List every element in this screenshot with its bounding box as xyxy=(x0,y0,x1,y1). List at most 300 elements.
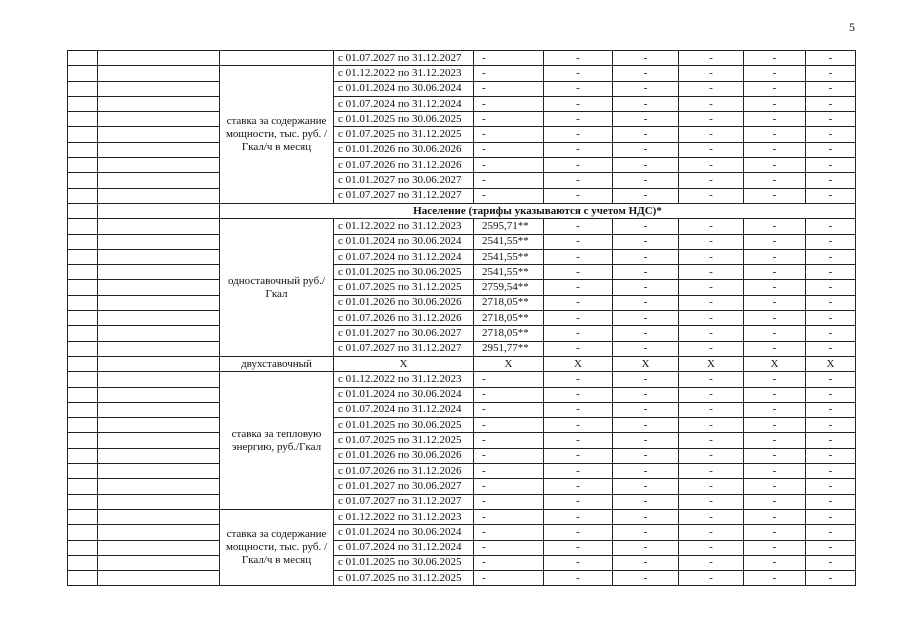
value-cell: - xyxy=(613,341,679,356)
blank-cell xyxy=(98,173,220,188)
value-cell: - xyxy=(806,479,856,494)
blank-cell xyxy=(98,142,220,157)
value-cell: - xyxy=(544,464,613,479)
period-cell: с 01.07.2027 по 31.12.2027 xyxy=(334,51,474,66)
value-cell: - xyxy=(679,571,744,586)
value-cell: X xyxy=(679,356,744,371)
value-cell: - xyxy=(613,112,679,127)
period-cell: с 01.07.2024 по 31.12.2024 xyxy=(334,540,474,555)
value-cell: - xyxy=(544,387,613,402)
value-cell: - xyxy=(474,127,544,142)
period-cell: с 01.07.2027 по 31.12.2027 xyxy=(334,188,474,203)
value-cell: 2541,55** xyxy=(474,234,544,249)
value-cell: - xyxy=(544,402,613,417)
blank-cell xyxy=(98,418,220,433)
table-row xyxy=(68,112,856,127)
blank-cell xyxy=(98,311,220,326)
row-number-cell xyxy=(68,219,98,234)
value-cell: - xyxy=(744,173,806,188)
value-cell: - xyxy=(806,234,856,249)
value-cell: - xyxy=(744,540,806,555)
value-cell: - xyxy=(679,509,744,524)
value-cell: - xyxy=(744,112,806,127)
value-cell: - xyxy=(474,51,544,66)
value-cell: X xyxy=(613,356,679,371)
value-cell: - xyxy=(474,372,544,387)
value-cell: - xyxy=(613,418,679,433)
table-row xyxy=(68,127,856,142)
value-cell: - xyxy=(806,142,856,157)
value-cell: - xyxy=(679,525,744,540)
section-row xyxy=(68,203,856,218)
value-cell: - xyxy=(806,265,856,280)
row-number-cell xyxy=(68,525,98,540)
value-cell: - xyxy=(679,494,744,509)
value-cell: - xyxy=(679,311,744,326)
blank-cell xyxy=(98,464,220,479)
table-row xyxy=(68,280,856,295)
table-row xyxy=(68,555,856,570)
table-row xyxy=(68,479,856,494)
row-number-cell xyxy=(68,341,98,356)
table-row xyxy=(68,387,856,402)
table-row xyxy=(68,525,856,540)
value-cell: - xyxy=(544,433,613,448)
value-cell: - xyxy=(679,464,744,479)
table-row xyxy=(68,173,856,188)
blank-cell xyxy=(98,571,220,586)
value-cell: - xyxy=(679,249,744,264)
period-cell: с 01.01.2025 по 30.06.2025 xyxy=(334,418,474,433)
value-cell: - xyxy=(744,188,806,203)
period-cell: с 01.07.2027 по 31.12.2027 xyxy=(334,494,474,509)
period-cell: с 01.12.2022 по 31.12.2023 xyxy=(334,219,474,234)
value-cell: - xyxy=(474,494,544,509)
value-cell: - xyxy=(679,219,744,234)
value-cell: 2951,77** xyxy=(474,341,544,356)
table-row xyxy=(68,356,856,371)
blank-cell xyxy=(98,402,220,417)
blank-cell xyxy=(98,433,220,448)
value-cell: - xyxy=(474,173,544,188)
value-cell: - xyxy=(744,265,806,280)
period-cell: с 01.07.2025 по 31.12.2025 xyxy=(334,280,474,295)
blank-cell xyxy=(98,112,220,127)
value-cell: - xyxy=(544,509,613,524)
value-cell: - xyxy=(744,51,806,66)
value-cell: 2718,05** xyxy=(474,295,544,310)
value-cell: - xyxy=(613,66,679,81)
row-number-cell xyxy=(68,372,98,387)
value-cell: - xyxy=(613,158,679,173)
tariff-name-cell: ставка за тепловую энергию, руб./Гкал xyxy=(220,372,334,510)
row-number-cell xyxy=(68,249,98,264)
table-row xyxy=(68,418,856,433)
period-cell: с 01.07.2024 по 31.12.2024 xyxy=(334,249,474,264)
row-number-cell xyxy=(68,356,98,371)
row-number-cell xyxy=(68,540,98,555)
row-number-cell xyxy=(68,203,98,218)
blank-cell xyxy=(98,326,220,341)
value-cell: - xyxy=(806,372,856,387)
value-cell: - xyxy=(613,81,679,96)
value-cell: 2595,71** xyxy=(474,219,544,234)
value-cell: - xyxy=(474,464,544,479)
row-number-cell xyxy=(68,387,98,402)
table-row xyxy=(68,372,856,387)
value-cell: - xyxy=(679,418,744,433)
value-cell: - xyxy=(613,479,679,494)
value-cell: - xyxy=(474,66,544,81)
value-cell: - xyxy=(744,418,806,433)
value-cell: - xyxy=(474,142,544,157)
period-cell: с 01.07.2024 по 31.12.2024 xyxy=(334,96,474,111)
value-cell: 2718,05** xyxy=(474,326,544,341)
table-row xyxy=(68,51,856,66)
value-cell: X xyxy=(544,356,613,371)
value-cell: - xyxy=(544,280,613,295)
value-cell: - xyxy=(613,448,679,463)
value-cell: - xyxy=(544,96,613,111)
section-title: Население (тарифы указываются с учетом НДС)* xyxy=(220,203,856,218)
value-cell: - xyxy=(679,51,744,66)
value-cell: - xyxy=(613,509,679,524)
value-cell: - xyxy=(544,418,613,433)
blank-cell xyxy=(98,158,220,173)
value-cell: - xyxy=(544,188,613,203)
value-cell: - xyxy=(744,158,806,173)
value-cell: - xyxy=(474,387,544,402)
blank-cell xyxy=(98,234,220,249)
value-cell: - xyxy=(679,188,744,203)
blank-cell xyxy=(98,249,220,264)
value-cell: - xyxy=(613,51,679,66)
value-cell: - xyxy=(613,311,679,326)
value-cell: - xyxy=(679,173,744,188)
period-cell: с 01.01.2027 по 30.06.2027 xyxy=(334,173,474,188)
value-cell: - xyxy=(544,234,613,249)
value-cell: - xyxy=(679,127,744,142)
table-row xyxy=(68,402,856,417)
period-cell: с 01.12.2022 по 31.12.2023 xyxy=(334,372,474,387)
value-cell: - xyxy=(744,234,806,249)
table-row xyxy=(68,234,856,249)
value-cell: - xyxy=(679,540,744,555)
value-cell: - xyxy=(474,448,544,463)
row-number-cell xyxy=(68,494,98,509)
value-cell: - xyxy=(613,494,679,509)
page-number: 5 xyxy=(849,20,855,34)
value-cell: - xyxy=(613,142,679,157)
table-row xyxy=(68,464,856,479)
value-cell: - xyxy=(679,112,744,127)
row-number-cell xyxy=(68,234,98,249)
value-cell: - xyxy=(744,387,806,402)
row-number-cell xyxy=(68,265,98,280)
value-cell: - xyxy=(544,571,613,586)
value-cell: - xyxy=(679,433,744,448)
row-number-cell xyxy=(68,571,98,586)
value-cell: - xyxy=(744,341,806,356)
period-cell: с 01.07.2025 по 31.12.2025 xyxy=(334,571,474,586)
row-number-cell xyxy=(68,173,98,188)
value-cell: - xyxy=(544,142,613,157)
table-row xyxy=(68,571,856,586)
tariff-name-cell: одноставочный руб./Гкал xyxy=(220,219,334,357)
value-cell: - xyxy=(806,387,856,402)
table-row xyxy=(68,188,856,203)
row-number-cell xyxy=(68,158,98,173)
row-number-cell xyxy=(68,127,98,142)
value-cell: - xyxy=(613,433,679,448)
table-row xyxy=(68,265,856,280)
table-row xyxy=(68,158,856,173)
value-cell: - xyxy=(613,464,679,479)
value-cell: - xyxy=(613,234,679,249)
row-number-cell xyxy=(68,142,98,157)
blank-cell xyxy=(98,96,220,111)
blank-cell xyxy=(98,66,220,81)
blank-cell xyxy=(98,188,220,203)
table-row xyxy=(68,66,856,81)
table-row xyxy=(68,249,856,264)
value-cell: - xyxy=(806,341,856,356)
value-cell: - xyxy=(679,326,744,341)
value-cell: - xyxy=(744,249,806,264)
tariff-table xyxy=(67,50,856,586)
period-cell: с 01.07.2025 по 31.12.2025 xyxy=(334,433,474,448)
value-cell: - xyxy=(744,127,806,142)
table-row xyxy=(68,494,856,509)
value-cell: - xyxy=(806,555,856,570)
tariff-name-cell: ставка за содержание мощности, тыс. руб. /Гкал/ч в месяц xyxy=(220,509,334,585)
value-cell: - xyxy=(744,295,806,310)
blank-cell xyxy=(98,479,220,494)
value-cell: - xyxy=(613,280,679,295)
value-cell: - xyxy=(744,280,806,295)
table-row xyxy=(68,219,856,234)
value-cell: - xyxy=(679,372,744,387)
value-cell: - xyxy=(474,479,544,494)
value-cell: - xyxy=(806,249,856,264)
blank-cell xyxy=(98,295,220,310)
table-row xyxy=(68,509,856,524)
blank-cell xyxy=(98,341,220,356)
value-cell: - xyxy=(474,571,544,586)
value-cell: - xyxy=(613,326,679,341)
value-cell: - xyxy=(679,555,744,570)
tariff-name-cell: двухставочный xyxy=(220,356,334,371)
value-cell: - xyxy=(474,525,544,540)
value-cell: - xyxy=(806,173,856,188)
row-number-cell xyxy=(68,66,98,81)
value-cell: - xyxy=(744,66,806,81)
value-cell: - xyxy=(679,295,744,310)
value-cell: X xyxy=(806,356,856,371)
value-cell: - xyxy=(613,249,679,264)
period-cell: с 01.01.2027 по 30.06.2027 xyxy=(334,326,474,341)
blank-cell xyxy=(98,448,220,463)
value-cell: - xyxy=(613,540,679,555)
value-cell: 2541,55** xyxy=(474,265,544,280)
row-number-cell xyxy=(68,295,98,310)
blank-cell xyxy=(98,372,220,387)
value-cell: - xyxy=(613,96,679,111)
value-cell: - xyxy=(474,418,544,433)
value-cell: - xyxy=(744,311,806,326)
value-cell: - xyxy=(474,509,544,524)
value-cell: - xyxy=(806,81,856,96)
value-cell: - xyxy=(806,540,856,555)
table-row xyxy=(68,142,856,157)
value-cell: - xyxy=(806,525,856,540)
period-cell: с 01.01.2024 по 30.06.2024 xyxy=(334,234,474,249)
value-cell: - xyxy=(744,448,806,463)
value-cell: - xyxy=(613,402,679,417)
value-cell: - xyxy=(544,66,613,81)
value-cell: - xyxy=(544,219,613,234)
value-cell: - xyxy=(806,402,856,417)
value-cell: - xyxy=(544,127,613,142)
value-cell: - xyxy=(806,464,856,479)
value-cell: - xyxy=(806,311,856,326)
value-cell: - xyxy=(544,341,613,356)
value-cell: - xyxy=(613,219,679,234)
blank-cell xyxy=(98,203,220,218)
value-cell: - xyxy=(806,112,856,127)
value-cell: - xyxy=(744,555,806,570)
value-cell: - xyxy=(679,81,744,96)
table-row xyxy=(68,341,856,356)
value-cell: - xyxy=(744,433,806,448)
blank-cell xyxy=(98,540,220,555)
row-number-cell xyxy=(68,479,98,494)
period-cell: с 01.01.2026 по 30.06.2026 xyxy=(334,448,474,463)
row-number-cell xyxy=(68,51,98,66)
period-cell: с 01.01.2025 по 30.06.2025 xyxy=(334,555,474,570)
value-cell: - xyxy=(806,494,856,509)
value-cell: - xyxy=(806,280,856,295)
period-cell: с 01.07.2026 по 31.12.2026 xyxy=(334,311,474,326)
value-cell: - xyxy=(806,571,856,586)
value-cell: - xyxy=(679,402,744,417)
blank-cell xyxy=(98,265,220,280)
value-cell: - xyxy=(806,127,856,142)
value-cell: - xyxy=(544,311,613,326)
value-cell: - xyxy=(474,81,544,96)
value-cell: - xyxy=(613,295,679,310)
row-number-cell xyxy=(68,188,98,203)
value-cell: X xyxy=(474,356,544,371)
period-cell: с 01.01.2027 по 30.06.2027 xyxy=(334,479,474,494)
table-row xyxy=(68,311,856,326)
period-cell: с 01.12.2022 по 31.12.2023 xyxy=(334,509,474,524)
value-cell: - xyxy=(474,433,544,448)
row-number-cell xyxy=(68,418,98,433)
row-number-cell xyxy=(68,509,98,524)
value-cell: - xyxy=(744,219,806,234)
row-number-cell xyxy=(68,448,98,463)
value-cell: - xyxy=(613,372,679,387)
period-cell: с 01.07.2027 по 31.12.2027 xyxy=(334,341,474,356)
value-cell: - xyxy=(744,479,806,494)
value-cell: - xyxy=(544,540,613,555)
value-cell: - xyxy=(806,66,856,81)
value-cell: - xyxy=(613,127,679,142)
value-cell: - xyxy=(744,494,806,509)
value-cell: - xyxy=(474,188,544,203)
value-cell: - xyxy=(744,464,806,479)
value-cell: 2759,54** xyxy=(474,280,544,295)
value-cell: - xyxy=(679,280,744,295)
value-cell: - xyxy=(806,51,856,66)
value-cell: - xyxy=(544,173,613,188)
value-cell: - xyxy=(744,402,806,417)
table-row xyxy=(68,81,856,96)
value-cell: - xyxy=(613,525,679,540)
value-cell: - xyxy=(679,479,744,494)
value-cell: - xyxy=(613,571,679,586)
blank-cell xyxy=(98,81,220,96)
period-cell: с 01.12.2022 по 31.12.2023 xyxy=(334,66,474,81)
value-cell: - xyxy=(474,555,544,570)
value-cell: - xyxy=(679,234,744,249)
value-cell: - xyxy=(544,51,613,66)
value-cell: - xyxy=(544,326,613,341)
row-number-cell xyxy=(68,311,98,326)
value-cell: - xyxy=(806,418,856,433)
value-cell: - xyxy=(744,142,806,157)
table-row xyxy=(68,540,856,555)
period-cell: с 01.01.2026 по 30.06.2026 xyxy=(334,142,474,157)
value-cell: - xyxy=(806,158,856,173)
value-cell: - xyxy=(544,525,613,540)
blank-cell xyxy=(98,280,220,295)
row-number-cell xyxy=(68,402,98,417)
value-cell: 2718,05** xyxy=(474,311,544,326)
blank-cell xyxy=(98,387,220,402)
blank-cell xyxy=(98,51,220,66)
value-cell: - xyxy=(679,341,744,356)
value-cell: - xyxy=(544,555,613,570)
period-cell: с 01.07.2024 по 31.12.2024 xyxy=(334,402,474,417)
period-cell: с 01.07.2026 по 31.12.2026 xyxy=(334,464,474,479)
value-cell: - xyxy=(474,96,544,111)
period-cell: с 01.01.2024 по 30.06.2024 xyxy=(334,81,474,96)
table-row xyxy=(68,448,856,463)
blank-cell xyxy=(98,494,220,509)
value-cell: - xyxy=(744,96,806,111)
tariff-name-cell xyxy=(220,51,334,66)
value-cell: - xyxy=(474,112,544,127)
value-cell: - xyxy=(544,372,613,387)
value-cell: - xyxy=(544,81,613,96)
value-cell: - xyxy=(544,249,613,264)
value-cell: - xyxy=(544,158,613,173)
value-cell: - xyxy=(806,509,856,524)
row-number-cell xyxy=(68,96,98,111)
value-cell: 2541,55** xyxy=(474,249,544,264)
value-cell: - xyxy=(806,326,856,341)
value-cell: - xyxy=(806,219,856,234)
value-cell: - xyxy=(474,158,544,173)
value-cell: - xyxy=(544,448,613,463)
row-number-cell xyxy=(68,112,98,127)
value-cell: - xyxy=(679,448,744,463)
row-number-cell xyxy=(68,555,98,570)
period-cell: с 01.01.2025 по 30.06.2025 xyxy=(334,112,474,127)
value-cell: - xyxy=(679,158,744,173)
